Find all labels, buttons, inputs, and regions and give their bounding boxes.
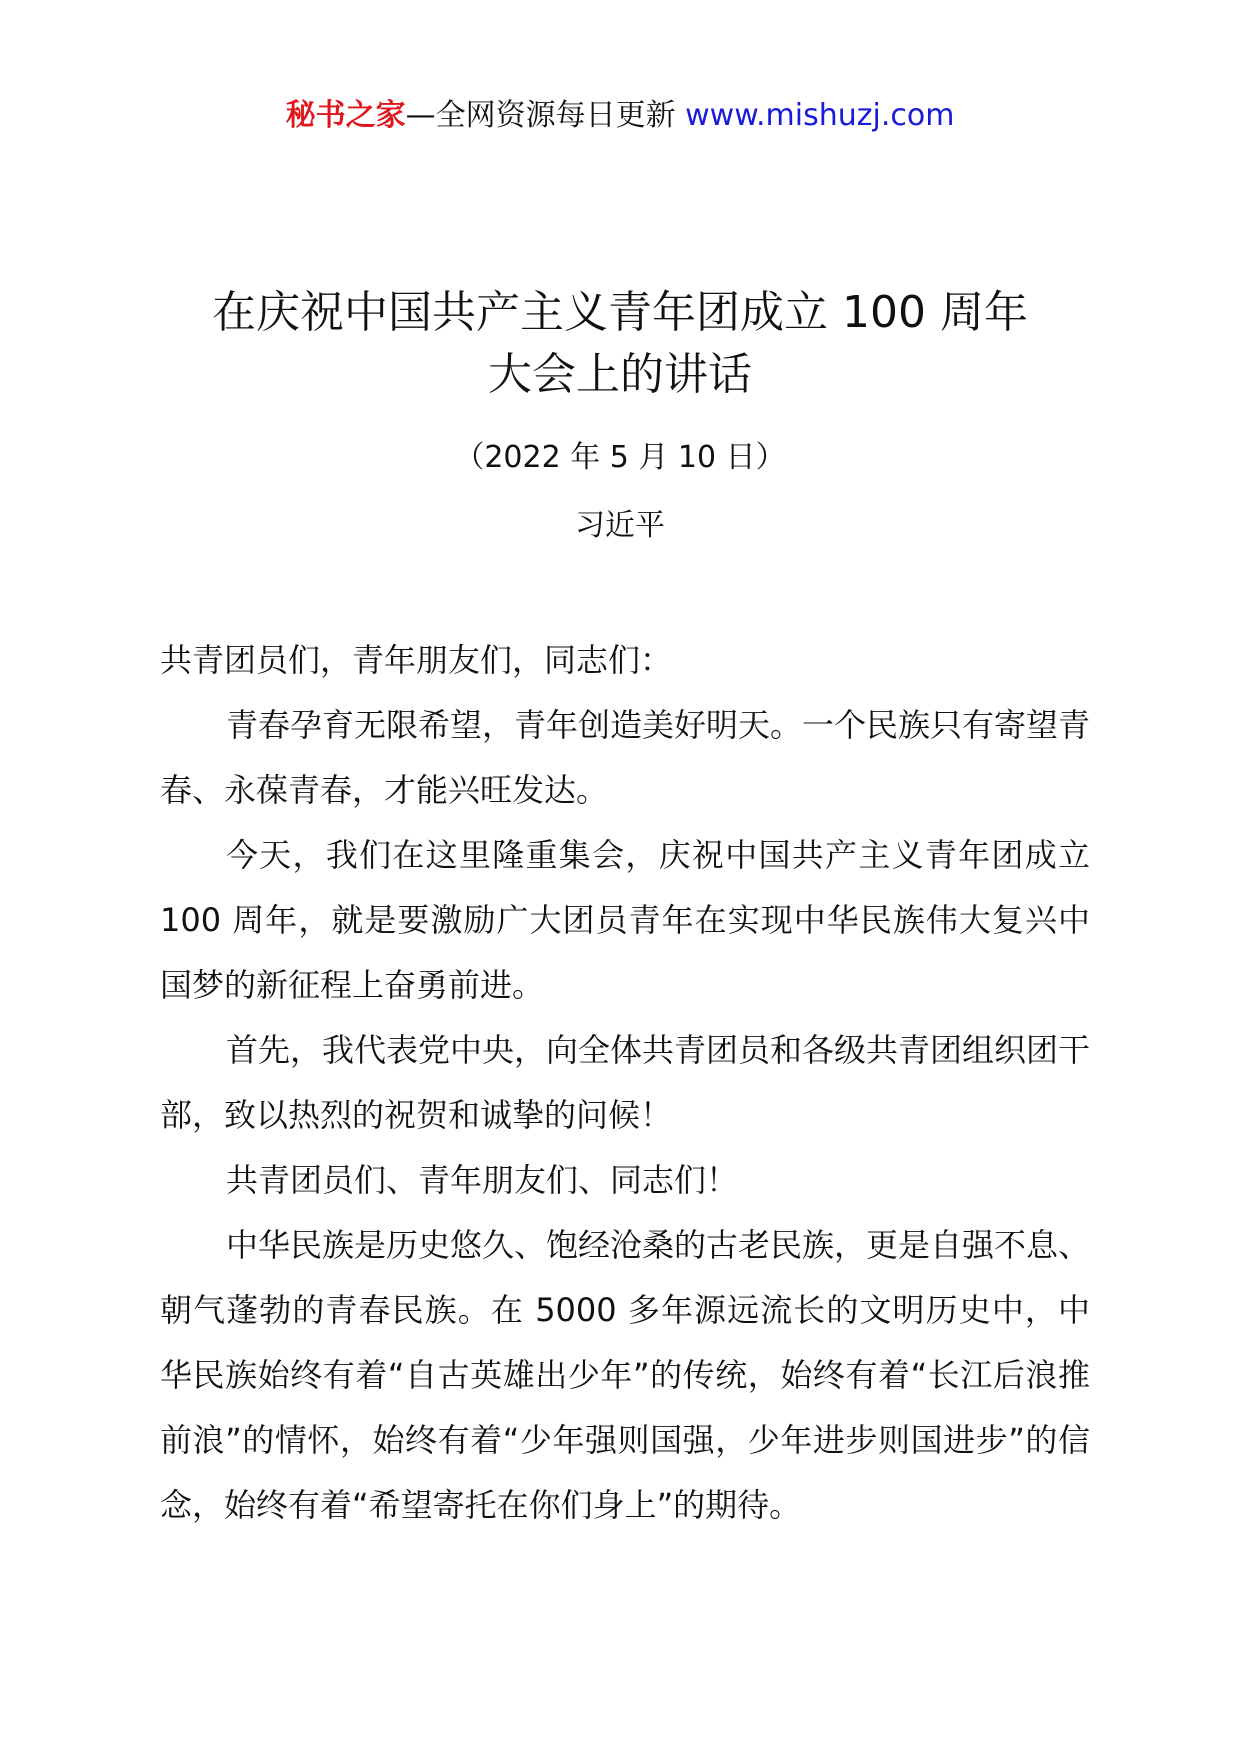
paragraph: 今天，我们在这里隆重集会，庆祝中国共产主义青年团成立 100 周年，就是要激励广大团员青年在实现中华民族伟大复兴中国梦的新征程上奋勇前进。 bbox=[160, 836, 1090, 1004]
document-title bbox=[0, 282, 1240, 406]
header-tagline: —全网资源每日更新 bbox=[405, 98, 686, 133]
title-line-1: 在庆祝中国共产主义青年团成立 100 周年 bbox=[212, 287, 1028, 338]
title-line-2: 大会上的讲话 bbox=[488, 349, 752, 400]
paragraph: 中华民族是历史悠久、饱经沧桑的古老民族，更是自强不息、朝气蓬勃的青春民族。在 5000 多年源远流长的文明历史中，中华民族始终有着“自古英雄出少年”的传统，始终有着“长江后浪推前浪”的情怀，始终有着“少年强则国强，少年进步则国进步”的信念，始终有着“希望寄托在你们身上”的期待。 bbox=[160, 1226, 1091, 1524]
brand-name: 秘书之家 bbox=[285, 98, 406, 133]
speech-date: （2022 年 5 月 10 日） bbox=[454, 440, 786, 475]
paragraph: 共青团员们、青年朋友们、同志们！ bbox=[226, 1161, 739, 1199]
paragraph: 青春孕育无限希望，青年创造美好明天。一个民族只有寄望青春、永葆青春，才能兴旺发达。 bbox=[160, 706, 1091, 809]
paragraph: 首先，我代表党中央，向全体共青团员和各级共青团组织团干部，致以热烈的祝贺和诚挚的问候！ bbox=[160, 1031, 1091, 1134]
speech-body bbox=[160, 628, 1090, 1538]
site-url-link[interactable]: www.mishuzj.com bbox=[685, 98, 955, 133]
site-header bbox=[0, 96, 1240, 136]
speech-author: 习近平 bbox=[575, 508, 665, 543]
salutation: 共青团员们，青年朋友们，同志们： bbox=[160, 641, 673, 679]
